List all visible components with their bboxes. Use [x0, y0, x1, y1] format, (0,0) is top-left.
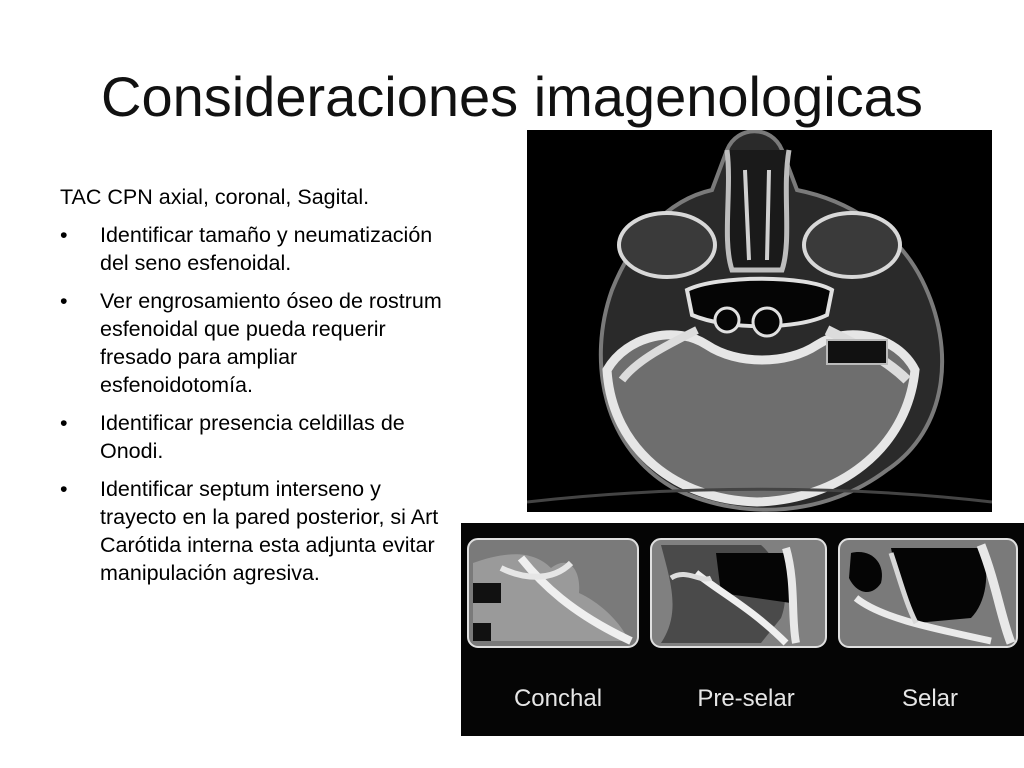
conchal-panel: [468, 539, 638, 647]
axial-ct-image: [527, 130, 992, 512]
intro-line: TAC CPN axial, coronal, Sagital.: [60, 185, 370, 209]
bullet-text: Identificar presencia celdillas de Onodi.: [100, 411, 405, 463]
bullet-item: [60, 475, 455, 587]
bullet-text: Identificar tamaño y neumatización del seno esfenoidal.: [100, 223, 433, 275]
bullet-item: [60, 221, 455, 277]
bullet-glyph: •: [60, 411, 68, 435]
bullet-item: [60, 409, 455, 465]
conchal-label: Conchal: [513, 685, 603, 712]
bullet-text: Ver engrosamiento óseo de rostrum esfenoidal que pueda requerir fresado para ampliar esfenoidotomía.: [100, 289, 442, 397]
selar-panel: [839, 539, 1017, 647]
pre-selar-panel: [651, 539, 826, 647]
selar-label: Selar: [901, 685, 959, 712]
bullet-glyph: •: [60, 289, 68, 313]
bullet-list: [60, 221, 455, 587]
bullet-glyph: •: [60, 223, 68, 247]
slide-body: [60, 183, 455, 597]
bullet-item: [60, 287, 455, 399]
bullet-glyph: •: [60, 477, 68, 501]
slide-title: Consideraciones imagenologicas: [101, 65, 923, 128]
pre-selar-label: Pre-selar: [697, 685, 795, 712]
bullet-text: Identificar septum interseno y trayecto en la pared posterior, si Art Carótida interna esta adjunta evitar manipulación agresiva.: [100, 477, 439, 585]
